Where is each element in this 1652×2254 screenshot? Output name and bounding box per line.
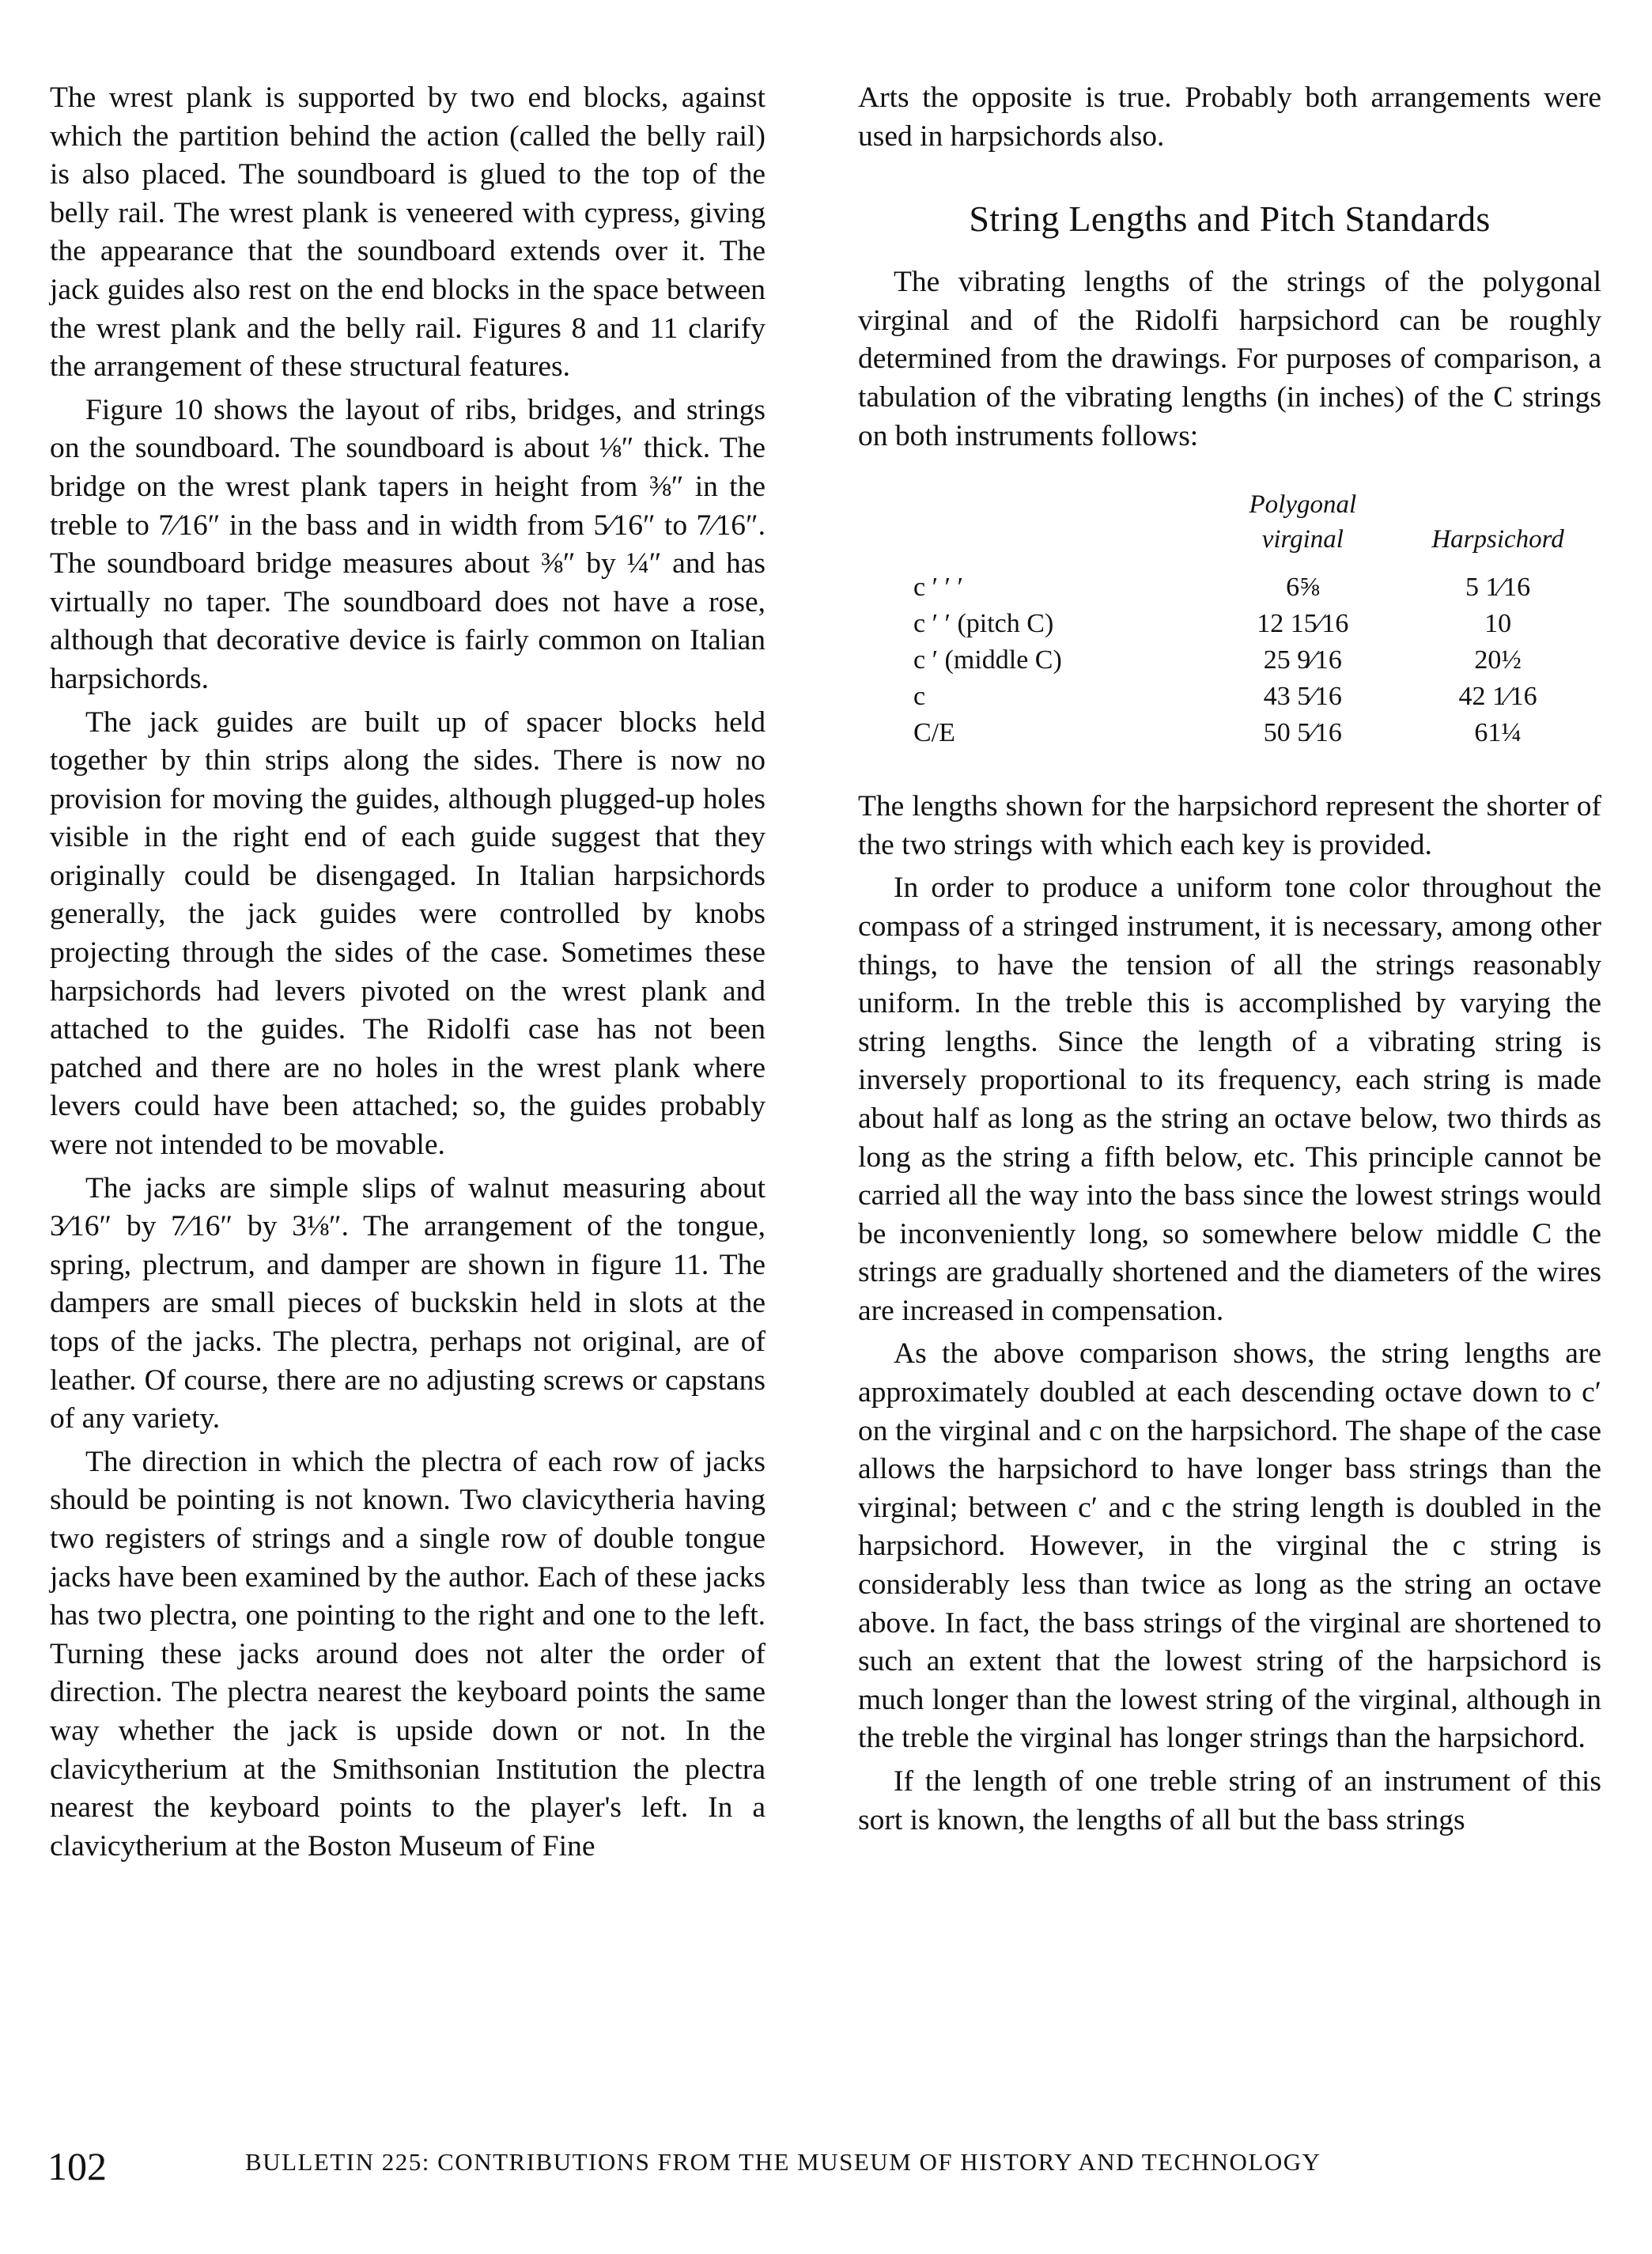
cell-harpsichord: 42 1⁄16 [1458, 682, 1537, 712]
paragraph-comparison: As the above comparison shows, the string lengths are approximately doubled at each descending octave down to c′ on the virginal and c on the harpsichord. The shape of the case allows the harpsichord to have longer bass strings than the virginal; between c′ and c the string length is doubled in the harpsichord. However, in the virginal the c string is considerably less than twice as long as the string an octave above. In fact, the bass strings of the virginal are shortened to such an extent that the lowest string of the harpsichord is much longer than the lowest string of the virginal, although in the treble the virginal has longer strings than the harpsichord. [858, 1337, 1601, 1755]
paragraph-harpsichord-lengths-note: The lengths shown for the harpsichord represent the shorter of the two strings with which each key is provided. [858, 790, 1601, 861]
cell-virginal: 50 5⁄16 [1263, 718, 1342, 748]
paragraph-jacks: The jacks are simple slips of walnut measuring about 3⁄16″ by 7⁄16″ by 3⅛″. The arrangement of the tongue, spring, plectrum, and damper are shown in figure 11. The dampers are small pieces of buckskin held in slots at the tops of the jacks. The plectra, perhaps not original, are of leather. Of course, there are no adjusting screws or capstans of any variety. [50, 1171, 766, 1435]
cell-harpsichord: 20½ [1474, 645, 1522, 675]
cell-note: c ′ (middle C) [913, 645, 1062, 675]
cell-virginal: 6⅝ [1286, 573, 1320, 603]
cell-harpsichord: 10 [1484, 609, 1512, 639]
table-row [913, 642, 1601, 679]
cell-harpsichord: 61¼ [1474, 718, 1522, 748]
string-lengths-table [913, 487, 1601, 751]
table-header-harpsichord: Harpsichord [1431, 525, 1564, 554]
running-title: BULLETIN 225: CONTRIBUTIONS FROM THE MUSEUM OF HISTORY AND TECHNOLOGY [245, 2148, 1321, 2176]
paragraph-uniform-tension: In order to produce a uniform tone color throughout the compass of a stringed instrument, it is necessary, among other things, to have the tension of all the strings reasonably uniform. In the treble this is accomplished by varying the string lengths. Since the length of a vibrating string is inversely proportional to its frequency, each string is made about half as long as the string an octave below, two thirds as long as the string a fifth below, etc. This principle cannot be carried all the way into the bass since the lowest strings would be inconveniently long, so somewhere below middle C the strings are gradually shortened and the diameters of the wires are increased in compensation. [858, 872, 1601, 1327]
cell-virginal: 43 5⁄16 [1263, 682, 1342, 712]
cell-virginal: 25 9⁄16 [1263, 645, 1342, 675]
table-header-row [913, 487, 1601, 569]
paragraph-treble-string: If the length of one treble string of an instrument of this sort is known, the lengths of all but the bass strings [858, 1765, 1601, 1836]
cell-virginal: 12 15⁄16 [1257, 609, 1349, 639]
paragraph-soundboard-layout: Figure 10 shows the layout of ribs, bridges, and strings on the soundboard. The soundboard is about ⅛″ thick. The bridge on the wrest plank tapers in height from ⅜″ in the treble to 7⁄16″ in the bass and in width from 5⁄16″ to 7⁄16″. The soundboard bridge measures about ⅜″ by ¼″ and has virtually no taper. The soundboard does not have a rose, although that decorative device is fairly common on Italian harpsichords. [50, 393, 766, 695]
section-heading: String Lengths and Pitch Standards [969, 199, 1491, 240]
paragraph-plectra-direction: The direction in which the plectra of each row of jacks should be pointing is not known. Two clavicytheria having two registers of strings and a single row of double tongue jacks have been examined by the author. Each of these jacks has two plectra, one pointing to the right and one to the left. Turning these jacks around does not alter the order of direction. The plectra nearest the keyboard points the same way whether the jack is upside down or not. In the clavicytherium at the Smithsonian Institution the plectra nearest the keyboard points to the player's left. In a clavicytherium at the Boston Museum of Fine [50, 1445, 766, 1863]
left-column [50, 79, 766, 1870]
cell-harpsichord: 5 1⁄16 [1465, 573, 1531, 603]
table-row [913, 715, 1601, 751]
table-header-virginal: Polygonal virginal [1249, 490, 1357, 554]
page-number: 102 [47, 2144, 107, 2188]
cell-note: C/E [913, 718, 955, 748]
table-row [913, 679, 1601, 715]
paragraph-wrest-plank: The wrest plank is supported by two end blocks, against which the partition behind the action (called the belly rail) is also placed. The soundboard is glued to the top of the belly rail. The wrest plank is veneered with cypress, giving the appearance that the soundboard extends over it. The jack guides also rest on the end blocks in the space between the wrest plank and the belly rail. Figures 8 and 11 clarify the arrangement of these structural features. [50, 81, 766, 384]
right-column [858, 79, 1601, 1844]
table-row [913, 569, 1601, 606]
cell-note: c ′ ′ (pitch C) [913, 609, 1054, 639]
paragraph-continuation: Arts the opposite is true. Probably both arrangements were used in harpsichords also. [858, 81, 1601, 153]
cell-note: c [913, 682, 926, 712]
table-row [913, 606, 1601, 642]
cell-note: c ′ ′ ′ [913, 573, 963, 603]
paragraph-intro: The vibrating lengths of the strings of the polygonal virginal and of the Ridolfi harpsichord can be roughly determined from the drawings. For purposes of comparison, a tabulation of the vibrating lengths (in inches) of the C strings on both instruments follows: [858, 266, 1601, 452]
table-header-note [913, 487, 1212, 569]
paragraph-jack-guides: The jack guides are built up of spacer blocks held together by thin strips along the sides. There is now no provision for moving the guides, although plugged-up holes visible in the right end of each guide suggest that they originally could be disengaged. In Italian harpsichords generally, the jack guides were controlled by knobs projecting through the sides of the case. Sometimes these harpsichords had levers pivoted on the wrest plank and attached to the guides. The Ridolfi case has not been patched and there are no holes in the wrest plank where levers could have been attached; so, the guides probably were not intended to be movable. [50, 705, 766, 1162]
